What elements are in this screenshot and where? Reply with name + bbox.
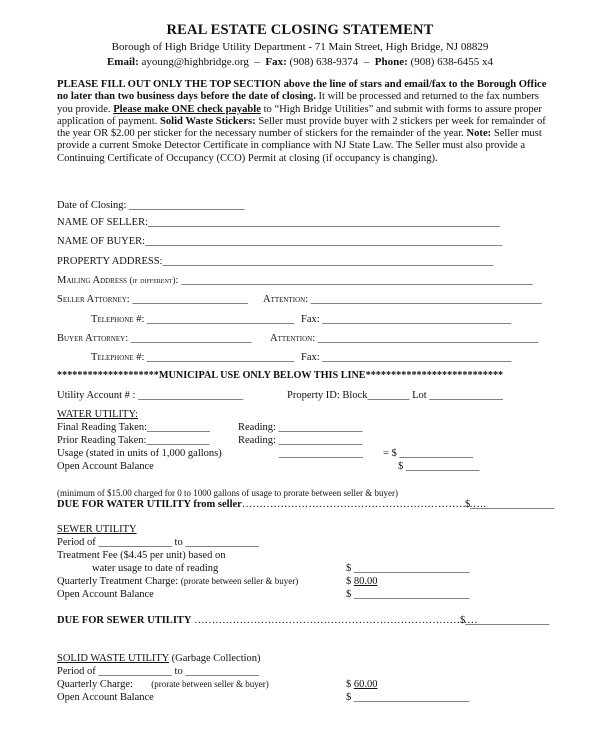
phone-value: (908) 638-6455 x4 xyxy=(410,56,494,68)
telephone-line[interactable]: : ____________________________ xyxy=(141,314,294,325)
solid-waste-quarterly-label: Quarterly Charge: xyxy=(57,679,133,690)
solid-waste-quarterly-value: 60.00 xyxy=(353,679,378,690)
buyer-attorney-line[interactable]: : _______________________ xyxy=(125,333,252,344)
solid-waste-heading: SOLID WASTE UTILITY xyxy=(57,653,169,664)
sewer-due-dots: ……………………………………………………………………… xyxy=(194,615,478,626)
sewer-period-field: Period of ______________ to ______________ xyxy=(57,537,259,548)
dollar-sign: $ xyxy=(346,679,352,690)
sewer-open-balance-label: Open Account Balance xyxy=(57,589,154,600)
water-due-dots: ……………………………………………………………. xyxy=(241,499,486,510)
final-reading-value: Reading: ________________ xyxy=(238,422,363,433)
usage-label: Usage (stated in units of 1,000 gallons) xyxy=(57,448,222,459)
property-address-field[interactable]: PROPERTY ADDRESS:_______________________________________________________________ xyxy=(57,256,494,267)
quarterly-treatment-note: (prorate between seller & buyer) xyxy=(180,576,299,586)
water-due-label: DUE FOR WATER UTILITY from seller xyxy=(57,499,242,510)
treatment-fee-label: Treatment Fee ($4.45 per unit) based on xyxy=(57,550,226,561)
attention-label: Attention xyxy=(270,333,313,344)
municipal-use-divider: ********************MUNICIPAL USE ONLY BELOW THIS LINE*************************** xyxy=(57,370,504,381)
date-of-closing-field[interactable]: Date of Closing: ______________________ xyxy=(57,200,245,211)
fax-label: Fax: xyxy=(265,56,287,68)
note-label: Note: xyxy=(466,128,492,140)
solid-waste-quarterly-line xyxy=(57,679,269,690)
solid-waste-open-balance-amount: $ ______________________ xyxy=(346,692,470,703)
telephone-label: Telephone # xyxy=(91,314,142,325)
water-minimum-note: (minimum of $15.00 charged for 0 to 1000 gallons of usage to prorate between seller & buyer) xyxy=(57,488,398,498)
water-open-balance-amount: $ ______________ xyxy=(398,461,480,472)
quarterly-treatment-value: 80.00 xyxy=(353,576,378,587)
dollar-sign: $ xyxy=(346,576,352,587)
contact-line xyxy=(0,56,600,68)
check-payable-note: Please make ONE check payable xyxy=(113,103,261,115)
quarterly-treatment-line xyxy=(57,576,298,587)
sewer-utility-heading: SEWER UTILITY xyxy=(57,524,137,535)
name-of-buyer-field[interactable]: NAME OF BUYER:____________________________________________________________________ xyxy=(57,236,503,247)
seller-attorney-line[interactable]: : ______________________ xyxy=(126,294,248,305)
water-open-balance-label: Open Account Balance xyxy=(57,461,154,472)
buyer-attention-field[interactable] xyxy=(270,333,538,344)
separator: – xyxy=(363,56,370,68)
utility-account-field: Utility Account # : ____________________ xyxy=(57,390,244,401)
mailing-address-line[interactable]: : ___________________________________________________________________ xyxy=(175,275,533,286)
attention-line[interactable]: : ____________________________________________ xyxy=(305,294,542,305)
department-address: Borough of High Bridge Utility Department - 71 Main Street, High Bridge, NJ 08829 xyxy=(111,41,489,53)
instructions-text: Seller must provide buyer with 2 stickers per week for remainder of the year OR $2.00 per sticker for the necessary number of stickers for the remainder of the year. xyxy=(57,115,546,140)
water-due-amount: $________________ xyxy=(465,499,555,510)
mailing-address-label: Mailing Address xyxy=(57,275,127,286)
sewer-due-label: DUE FOR SEWER UTILITY xyxy=(57,615,192,626)
sewer-open-balance-amount: $ ______________________ xyxy=(346,589,470,600)
buyer-attorney-field[interactable] xyxy=(57,333,252,344)
seller-fax-field[interactable]: Fax: ____________________________________ xyxy=(301,314,512,325)
buyer-telephone-field[interactable] xyxy=(91,352,294,363)
solid-waste-heading-note: (Garbage Collection) xyxy=(171,653,261,664)
solid-waste-quarterly-amount xyxy=(346,679,378,690)
water-due-line xyxy=(57,499,486,510)
seller-attorney-field[interactable] xyxy=(57,294,248,305)
name-of-seller-field[interactable]: NAME OF SELLER:___________________________________________________________________ xyxy=(57,217,500,228)
seller-attention-field[interactable] xyxy=(263,294,542,305)
instructions-bold-intro: PLEASE FILL OUT ONLY THE TOP SECTION above the line of stars and email/fax to the Borough Office no later than two business days before the date of closing. xyxy=(57,79,547,103)
solid-waste-quarterly-note: (prorate between seller & buyer) xyxy=(151,679,269,689)
water-utility-heading: WATER UTILITY: xyxy=(57,409,138,420)
instructions-text: Seller must provide a current Smoke Detector Certificate in compliance with NJ State Law. The Seller must also provide a Continuing Certificate of Occupancy (CCO) Permit at closing (if occupancy is changing). xyxy=(57,128,542,164)
mailing-address-field[interactable] xyxy=(57,275,533,286)
attention-line[interactable]: : __________________________________________ xyxy=(312,333,539,344)
water-usage-label: water usage to date of reading xyxy=(92,563,219,574)
prior-reading-value: Reading: ________________ xyxy=(238,435,363,446)
telephone-label: Telephone # xyxy=(91,352,142,363)
quarterly-treatment-amount xyxy=(346,576,378,587)
seller-attorney-label: Seller Attorney xyxy=(57,294,127,305)
quarterly-treatment-label: Quarterly Treatment Charge: xyxy=(57,576,179,587)
attention-label: Attention xyxy=(263,294,306,305)
email-value: ayoung@highbridge.org xyxy=(141,56,249,68)
fax-value: (908) 638-9374 xyxy=(289,56,359,68)
sewer-due-amount: $________________ xyxy=(460,615,550,626)
water-usage-amount: $ ______________________ xyxy=(346,563,470,574)
telephone-line[interactable]: : ____________________________ xyxy=(141,352,294,363)
usage-amount: = $ ______________ xyxy=(383,448,473,459)
buyer-attorney-label: Buyer Attorney xyxy=(57,333,126,344)
instructions-text: to “High Bridge Utilities” and submit with forms to assure proper application of payment. xyxy=(57,103,542,127)
email-label: Email: xyxy=(106,56,139,68)
usage-line: ________________ xyxy=(279,448,363,459)
solid-waste-period-field: Period of ______________ to ______________ xyxy=(57,666,259,677)
phone-label: Phone: xyxy=(374,56,408,68)
separator: – xyxy=(254,56,260,68)
solid-waste-heading-line xyxy=(57,653,261,664)
solid-waste-open-balance-label: Open Account Balance xyxy=(57,692,154,703)
instructions-text: It will be processed and returned to the fax numbers you provide. xyxy=(57,91,539,115)
property-id-field: Property ID: Block________ Lot ______________ xyxy=(287,390,503,401)
final-reading-field: Final Reading Taken:____________ xyxy=(57,422,211,433)
prior-reading-field: Prior Reading Taken:____________ xyxy=(57,435,210,446)
sewer-due-line xyxy=(57,615,478,626)
mailing-address-note: (if different) xyxy=(129,275,176,285)
buyer-fax-field[interactable]: Fax: ____________________________________ xyxy=(301,352,512,363)
document-title: REAL ESTATE CLOSING STATEMENT xyxy=(166,22,434,38)
seller-telephone-field[interactable] xyxy=(91,314,294,325)
instructions-paragraph xyxy=(57,79,547,165)
solid-waste-stickers-label: Solid Waste Stickers: xyxy=(159,115,256,127)
